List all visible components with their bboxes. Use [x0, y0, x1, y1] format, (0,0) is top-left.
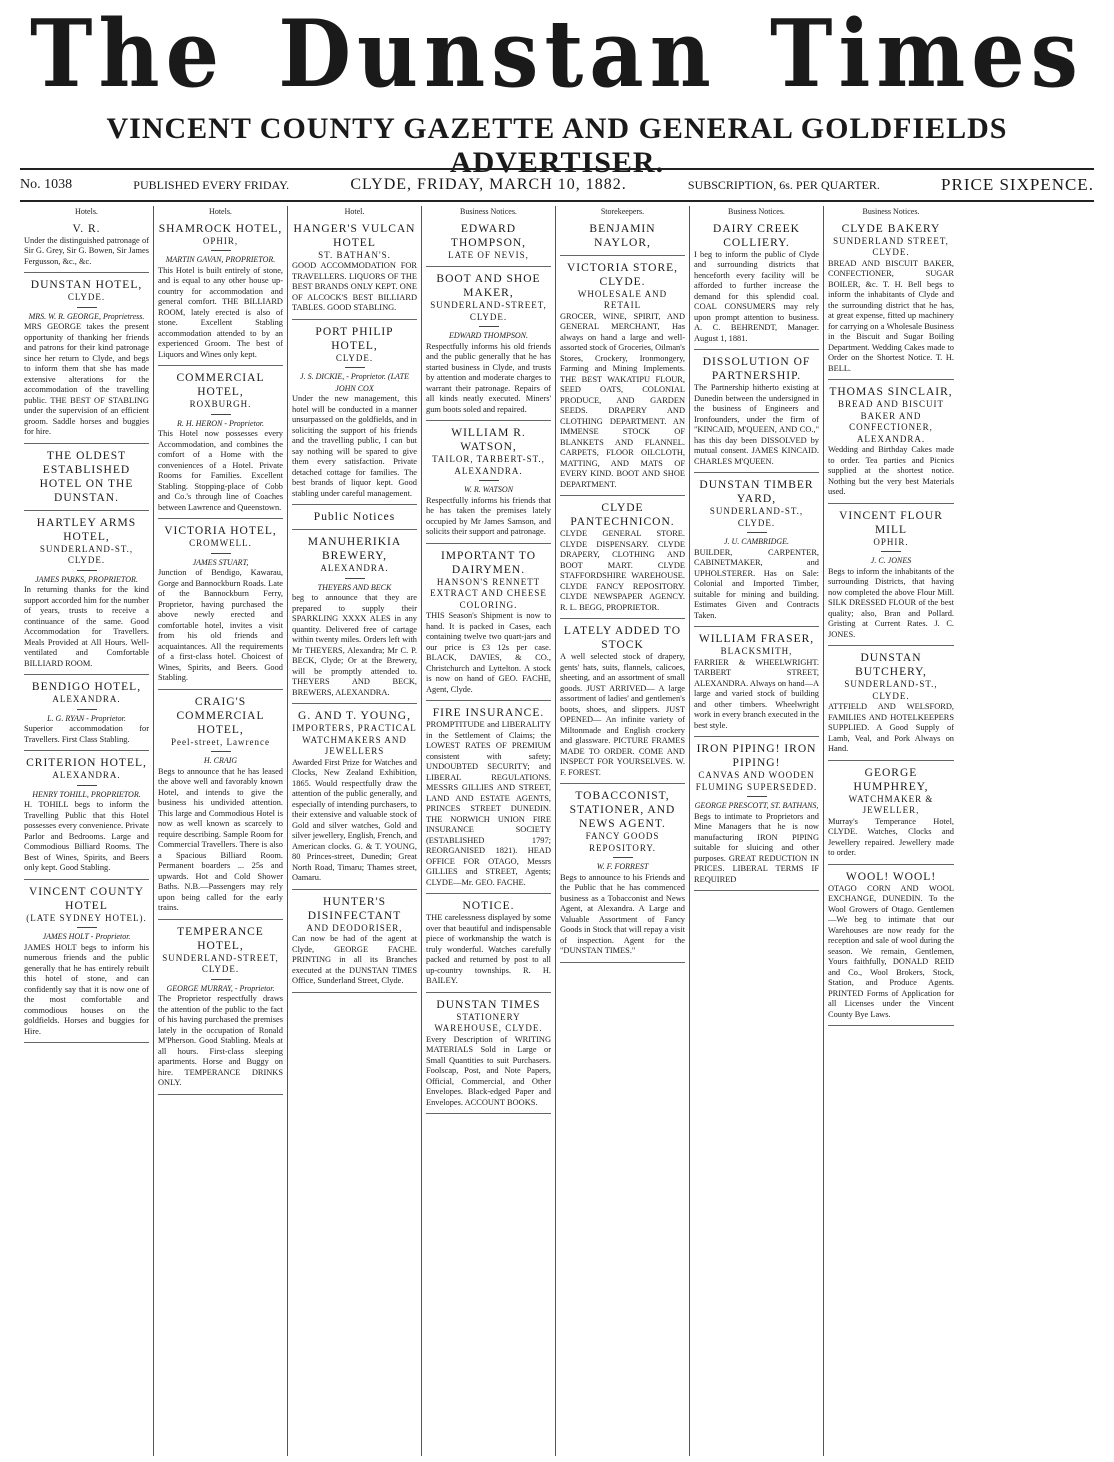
advertisement-body: Wedding and Birthday Cakes made to order. Tea parties and Picnics supplied at the shortest notice. Nothing but the very best Materials used. — [828, 445, 954, 496]
advertisement-title: Public Notices — [313, 511, 396, 523]
advertisement — [158, 222, 283, 361]
advertisement-columns — [20, 206, 1100, 1456]
divider — [77, 570, 97, 571]
divider — [77, 307, 97, 308]
advertisement-subtitle: Peel-street, Lawrence — [171, 736, 270, 747]
advertisement-separator — [24, 272, 149, 273]
advertisement-subtitle: SUNDERLAND-ST., CLYDE. — [844, 679, 938, 701]
advertisement-separator — [426, 1113, 551, 1114]
advertisement-subtitle: ALEXANDRA. — [52, 694, 121, 704]
advertisement-subtitle: SUNDERLAND STREET, CLYDE. — [833, 235, 949, 257]
advertisement-separator — [560, 495, 685, 496]
advertisement — [158, 925, 283, 1089]
advertisement-separator — [158, 689, 283, 690]
advertisement-body: JAMES HOLT begs to inform his numerous friends and the public generally that he has entirely rebuilt this hotel of stone, and can confidently say that it is now one of the most comfortable and commodious houses on the goldfields. Horses and buggies for Hire. — [24, 942, 149, 1036]
advertisement-proprietor: MRS. W. R. GEORGE, Proprietress. — [28, 311, 145, 321]
advertisement — [828, 766, 954, 859]
advertisement-body: Superior accommodation for Travellers. First Class Stabling. — [24, 724, 149, 744]
divider — [211, 250, 231, 251]
advertisement-body: OTAGO CORN AND WOOL EXCHANGE, DUNEDIN. To the Wool Growers of Otago. Gentlemen—We beg to intimate that our Warehouses are now ready for the reception and sale of wool during the season. We remain, Gentlemen, Yours faithfully, DONALD REID and Co., Wool Brokers, Stock, Station, and Produce Agents. PRINTED Forms of Application for all Licenses under the Vincent County Bye Laws. — [828, 883, 954, 1019]
divider — [613, 857, 633, 858]
advertisement-body: Under the distinguished patronage of Sir G. Grey, Sir G. Bowen, Sir James Fergusson, &c., &c. — [24, 235, 149, 266]
advertisement — [24, 222, 149, 268]
divider — [345, 367, 365, 368]
advertisement-separator — [24, 510, 149, 511]
advertisement-separator — [426, 893, 551, 894]
advertisement-subtitle: HANSON'S RENNETT EXTRACT AND CHEESE COLORING. — [430, 576, 547, 610]
column-heading: Business Notices. — [728, 207, 785, 216]
issue-number: No. 1038 — [20, 177, 73, 192]
advertisement-separator — [24, 443, 149, 444]
column-heading: Storekeepers. — [600, 207, 645, 216]
advertisement — [426, 706, 551, 888]
divider — [747, 796, 767, 797]
advertisement-separator — [24, 750, 149, 751]
advertisement-proprietor: H. CRAIG — [203, 756, 238, 765]
advertisement-body: The Partnership hitherto existing at Dunedin between the undersigned in the business of Engineers and Ironfounders, under the firm of "KINCAID, M'QUEEN, AND CO.," has this day been DISSOLVED by mutual consent. JAMES KINCAID. CHARLES M'QUEEN. — [694, 383, 819, 466]
advertisement — [292, 895, 417, 987]
advertisement — [292, 325, 417, 500]
advertisement-separator — [292, 992, 417, 993]
newspaper-title — [20, 0, 1094, 108]
column-7 — [824, 206, 958, 1456]
advertisement-body: FARRIER & WHEELWRIGHT. TARBERT STREET, ALEXANDRA. Always on hand—A large and varied stock of building and other timbers. Wheelwright work in every branch executed in the best style. — [694, 657, 819, 730]
advertisement-subtitle: SUNDERLAND-ST., CLYDE. — [39, 543, 134, 565]
advertisement-separator — [426, 700, 551, 701]
advertisement-proprietor: EDWARD THOMPSON. — [449, 331, 528, 340]
advertisement-title: FIRE INSURANCE. — [432, 707, 545, 719]
advertisement-title: SHAMROCK HOTEL, — [158, 222, 283, 235]
advertisement-title: BENJAMIN NAYLOR, — [589, 222, 656, 249]
bottom-rule — [20, 200, 1094, 202]
advertisement-body: beg to announce that they are prepared to supply their SPARKLING XXXX ALES in any quantity. Delivered free of cartage within twenty miles. Orders left with Mr THEYERS, Alexandra; Mr C. P. BECK, Clyde; Or at the Brewery, will be promptly attended to. THEYERS AND BECK, BREWERS, ALEXANDRA. — [292, 593, 417, 697]
divider — [77, 709, 97, 710]
advertisement-subtitle: CANVAS AND WOODEN FLUMING SUPERSEDED. — [695, 770, 818, 792]
advertisement-separator — [426, 420, 551, 421]
advertisement-title: V. R. — [72, 222, 101, 235]
advertisement-title: DUNSTAN BUTCHERY, — [855, 652, 927, 678]
advertisement-separator — [24, 674, 149, 675]
advertisement — [560, 222, 685, 250]
advertisement — [158, 524, 283, 684]
advertisement-body: Can now be had of the agent at Clyde, GEORGE FACHE. PRINTING in all its Branches executed at the DUNSTAN TIMES Office, Sunderland Street, Clyde. — [292, 934, 417, 985]
advertisement-title: TOBACCONIST, STATIONER, AND NEWS AGENT. — [569, 790, 676, 830]
divider — [211, 979, 231, 980]
advertisement — [24, 680, 149, 745]
advertisement — [158, 695, 283, 914]
advertisement-separator — [158, 365, 283, 366]
advertisement-title: CLYDE BAKERY — [841, 222, 941, 235]
advertisement-proprietor: GEORGE MURRAY, - Proprietor. — [166, 983, 275, 993]
advertisement-title: PORT PHILIP HOTEL, — [315, 325, 394, 352]
advertisement-separator — [694, 472, 819, 473]
advertisement — [426, 899, 551, 987]
column-heading: Hotels. — [75, 207, 98, 216]
advertisement-title: THE OLDEST ESTABLISHED HOTEL ON THE DUNSTAN. — [39, 449, 134, 504]
advertisement — [426, 272, 551, 415]
advertisement-subtitle: IMPORTERS, PRACTICAL WATCHMAKERS AND JEWELLERS — [292, 723, 417, 756]
subscription-rate: SUBSCRIPTION, 6s. PER QUARTER. — [687, 177, 880, 192]
advertisement-body: This Hotel is built entirely of stone, and is equal to any other house up-country for accommodation and general comfort. THE BILLIARD ROOM, lately erected is also of stone. Excellent Stabling accommodation attended to by an experienced Groom. The best of Liquors and Wines only kept. — [158, 265, 283, 359]
advertisement-title: LATELY ADDED TO STOCK — [563, 625, 682, 651]
advertisement — [694, 478, 819, 621]
advertisement-proprietor: J. C. JONES — [870, 556, 912, 565]
advertisement-title: CLYDE PANTECHNICON. — [570, 502, 675, 528]
column-heading: Business Notices. — [460, 207, 517, 216]
advertisement — [828, 651, 954, 755]
advertisement-body: MRS GEORGE takes the present opportunity of thanking her friends and patrons for their kind patronage since her return to Clyde, and begs to inform them that she has made extensive alterations for the accommodation of the travelling public. THE BEST OF STABLING under the supervision of an efficient groom. Saddle horses and buggies for hire. — [24, 322, 149, 436]
advertisement-subtitle: OPHIR, — [202, 235, 239, 246]
advertisement-separator — [560, 618, 685, 619]
advertisement-separator — [828, 760, 954, 761]
advertisement — [292, 535, 417, 698]
advertisement-subtitle: SUNDERLAND-STREET, CLYDE. — [162, 952, 279, 974]
advertisement-body: Respectfully informs his friends that he has taken the premises lately occupied by Mr James Samson, and solicits their support and patronage. — [426, 495, 551, 536]
advertisement-title: MANUHERIKIA BREWERY, — [307, 536, 402, 562]
advertisement-title: CRAIG'S COMMERCIAL HOTEL, — [176, 695, 265, 736]
title-word: Dunstan — [278, 0, 717, 108]
advertisement-separator — [158, 919, 283, 920]
advertisement-separator — [292, 319, 417, 320]
advertisement-title: DUNSTAN TIMBER YARD, — [699, 479, 814, 505]
advertisement-body: CLYDE GENERAL STORE. CLYDE DISPENSARY. CLYDE DRAPERY, CLOTHING AND BOOT MART. CLYDE STAFFORDSHIRE WAREHOUSE. CLYDE FANCY REPOSITORY. CLYDE NEWSPAPER AGENCY. R. L. BEGG, PROPRIETOR. — [560, 529, 685, 612]
advertisement-separator — [560, 255, 685, 256]
advertisement-body: A well selected stock of drapery, gents' hats, suits, flannels, calicoes, sheeting, and an assortment of small goods. JUST ARRIVED— A large assortment of ladies' and gentlemen's boots, shoes, and slippers. JUST OPENED— An infinite variety of Miltonmade and English crockery and glassware. PICTURE FRAMES MADE TO ORDER. COME AND INSPECT FOR YOURSELVES. W. F. FOREST. — [560, 652, 685, 777]
advertisement-title: VINCENT FLOUR MILL — [839, 509, 943, 536]
divider — [211, 751, 231, 752]
advertisement-proprietor: JAMES STUART, — [192, 557, 249, 567]
advertisement-proprietor: R. H. HERON - Proprietor. — [176, 418, 265, 428]
advertisement-separator — [158, 1094, 283, 1095]
advertisement-title: IRON PIPING! IRON PIPING! — [696, 743, 817, 769]
advertisement-title: DUNSTAN TIMES — [436, 998, 541, 1011]
column-1 — [20, 206, 154, 1456]
advertisement-title: HARTLEY ARMS HOTEL, — [36, 516, 137, 543]
divider — [747, 532, 767, 533]
divider — [479, 480, 499, 481]
column-heading: Hotel. — [344, 207, 365, 216]
advertisement-proprietor: L. G. RYAN - Proprietor. — [47, 713, 126, 723]
advertisement-separator — [426, 992, 551, 993]
advertisement-separator — [24, 879, 149, 880]
advertisement-proprietor: JAMES PARKS, PROPRIETOR. — [35, 574, 138, 584]
advertisement-title: GEORGE HUMPHREY, — [853, 766, 929, 793]
advertisement — [24, 516, 149, 670]
advertisement-separator — [828, 645, 954, 646]
advertisement-separator — [292, 529, 417, 530]
advertisement-subtitle: CLYDE. — [335, 352, 374, 363]
advertisement-body: Begs to announce to his Friends and the Public that he has commenced business as a Tobacconist and News Agent, at Alexandra. A Large and Valuable Assortment of Fancy Goods in Stock that will repay a visit of inspection. Agent for the "DUNSTAN TIMES." — [560, 872, 685, 955]
advertisement-proprietor: GEORGE PRESCOTT, ST. BATHANS, — [694, 801, 819, 810]
advertisement-body: The Proprietor respectfully draws the attention of the public to the fact of his having purchased the premises lately in the occupation of Ronald M'Pherson. Good Stabling. Meals at all hours. First-class sleeping apartments. Horse and Buggy on hire. TEMPERANCE DRINKS ONLY. — [158, 994, 283, 1087]
advertisement-body: THE carelessness displayed by some over that beautiful and indispensable piece of workmanship the watch is truly wonderful. Watches carefully packed and returned by post to all up-country townships. R. H. BAILEY. — [426, 913, 551, 985]
advertisement-separator — [828, 379, 954, 380]
advertisement — [426, 426, 551, 538]
advertisement-body: In returning thanks for the kind support accorded him for the number of years, trusts to receive a continuance of the same. Good Accommodation for Travellers. Meals Provided at All Hours. Well-ventilated and Comfortable BILLIARD ROOM. — [24, 585, 149, 668]
column-5 — [556, 206, 690, 1456]
advertisement-title: IMPORTANT TO DAIRYMEN. — [440, 549, 537, 576]
advertisement-separator — [158, 518, 283, 519]
advertisement-proprietor: THEYERS AND BECK — [317, 582, 392, 592]
advertisement-body: Begs to intimate to Proprietors and Mine Managers that he is now manufacturing IRON PIPING suitable for sluicing and other purposes. GREAT REDUCTION IN PRICES. LIBERAL TERMS IF REQUIRED — [694, 811, 819, 884]
advertisement-separator — [694, 626, 819, 627]
advertisement-title: BOOT AND SHOE MAKER, — [436, 273, 541, 299]
advertisement-separator — [828, 864, 954, 865]
advertisement-title: HANGER'S VULCAN HOTEL — [293, 222, 416, 249]
advertisement-subtitle: ST. BATHAN'S. — [318, 249, 391, 260]
column-6 — [690, 206, 824, 1456]
divider — [479, 326, 499, 327]
advertisement — [24, 885, 149, 1038]
advertisement — [426, 998, 551, 1109]
advertisement-body: PROMPTITUDE and LIBERALITY in the Settlement of Claims; the LOWEST RATES OF PREMIUM consistent with safety; UNDOUBTED SECURITY; and LIBERAL REGULATIONS. MESSRS GILLIES AND STREET, LAND AND ESTATE AGENTS, PRINCES STREET DUNEDIN. THE NORWICH UNION FIRE INSURANCE SOCIETY (ESTABLISHED 1797; REORGANISED 1821). HEAD OFFICE FOR OTAGO, Messrs GILLIES and STREET, Agents; CLYDE—Mr. GEO. FACHE. — [426, 720, 551, 887]
advertisement-subtitle: FANCY GOODS REPOSITORY. — [585, 831, 660, 853]
advertisement-subtitle: (LATE SYDNEY HOTEL). — [26, 912, 147, 923]
advertisement-body: ATTFIELD AND WELSFORD, FAMILIES AND HOTELKEEPERS SUPPLIED. A Good Supply of Lamb, Veal, and Pork Always on Hand. — [828, 702, 954, 753]
advertisement-subtitle: ALEXANDRA. — [320, 563, 389, 573]
advertisement — [694, 742, 819, 885]
advertisement — [426, 549, 551, 696]
divider — [211, 553, 231, 554]
advertisement-title: DUNSTAN HOTEL, — [30, 279, 143, 291]
advertisement-title: WOOL! WOOL! — [845, 870, 937, 883]
advertisement-proprietor: J. U. CAMBRIDGE. — [723, 537, 790, 546]
advertisement-body: Under the new management, this hotel will be conducted in a manner unsurpassed on the goldfields, and in soliciting the support of his friends and the travelling public, I can but say nothing will be spared to give them every satisfaction. Private detached cottage for families. The best brands of liquor kept. Good stabling under careful management. — [292, 394, 417, 498]
advertisement-title: BENDIGO HOTEL, — [31, 681, 142, 693]
advertisement-title: CRITERION HOTEL, — [26, 757, 147, 769]
advertisement-proprietor: W. F. FORREST — [596, 862, 649, 871]
advertisement — [694, 222, 819, 345]
advertisement-title: COMMERCIAL HOTEL, — [176, 372, 265, 398]
advertisement-separator — [560, 962, 685, 963]
advertisement-body: Every Description of WRITING MATERIALS Sold in Large or Small Quantities to suit Purchasers. Foolscap, Post, and Note Papers, Official, Commercial, and Other Envelopes. Black-edged Paper and Envelopes. ACCOUNT BOOKS. — [426, 1034, 551, 1107]
advertisement — [158, 371, 283, 513]
advertisement-title: HUNTER'S DISINFECTANT — [307, 895, 402, 922]
advertisement-separator — [694, 890, 819, 891]
advertisement-proprietor: MARTIN GAVAN, PROPRIETOR. — [165, 255, 276, 264]
advertisement-title: EDWARD THOMPSON, — [450, 222, 527, 249]
advertisement-body: Begs to inform the inhabitants of the surrounding Districts, that having now completed the above Flour Mill. SILK DRESSED FLOUR of the best quality; also, Bran and Pollard. Gristing at Current Rates. J. C. JONES. — [828, 566, 954, 639]
top-rule — [20, 168, 1094, 170]
advertisement-subtitle: WHOLESALE AND RETAIL — [577, 288, 668, 310]
advertisement-proprietor: HENRY TOHILL, PROPRIETOR. — [32, 789, 141, 799]
advertisement-proprietor: J. S. DICKIE, - Proprietor. (LATE JOHN COX — [300, 372, 409, 393]
advertisement-title: G. AND T. YOUNG, — [298, 710, 411, 722]
advertisement-subtitle: SUNDERLAND-ST., CLYDE. — [709, 506, 804, 528]
advertisement-subtitle: SUNDERLAND-STREET, CLYDE. — [430, 300, 547, 322]
advertisement — [426, 222, 551, 262]
advertisement-subtitle: AND DEODORISER, — [306, 922, 403, 933]
advertisement-proprietor: W. R. WATSON — [463, 485, 514, 494]
advertisement-separator — [694, 349, 819, 350]
advertisement-subtitle: BREAD AND BISCUIT BAKER AND CONFECTIONER, ALEXANDRA. — [837, 399, 944, 444]
advertisement — [828, 385, 954, 498]
advertisement-separator — [694, 736, 819, 737]
divider — [211, 414, 231, 415]
advertisement — [560, 789, 685, 957]
divider — [77, 785, 97, 786]
advertisement-body: Junction of Bendigo, Kawarau, Gorge and Bannockburn Roads. Late of the Bannockburn Ferry, Proprietor, having purchased the above newly erected and comfortable hotel, invites a visit from his old friends and acquaintances. All the requirements of a first-class hotel. Choicest of Wines, Spirits, and Beers. Good Stabling. — [158, 568, 283, 682]
advertisement — [24, 449, 149, 505]
advertisement-body: GROCER, WINE, SPIRIT, AND GENERAL MERCHANT, Has always on hand a large and well-assorted stock of Groceries, Oilman's Stores, Crockery, Ironmongery, Farming and Mining Implements. THE BEST WAKATIPU FLOUR, SEED OATS, COLONIAL PRODUCE, AND GARDEN SEEDS. DRAPERY AND CLOTHING DEPARTMENT. AN IMMENSE STOCK OF BLANKETS AND FLANNEL. CARPETS, FLOOR OILCLOTH, MATTING, AND MATS OF EVERY KIND. BOOT AND SHOE DEPARTMENT. — [560, 311, 686, 489]
advertisement-title: THOMAS SINCLAIR, — [829, 386, 953, 398]
advertisement — [694, 632, 819, 731]
advertisement — [292, 510, 417, 524]
issue-date: CLYDE, FRIDAY, MARCH 10, 1882. — [350, 176, 627, 193]
advertisement-body: Murray's Temperance Hotel, CLYDE. Watches, Clocks and Jewellery repaired. Jewellery made to order. — [828, 816, 954, 857]
advertisement-separator — [292, 504, 417, 505]
issue-price: PRICE SIXPENCE. — [941, 175, 1094, 194]
advertisement-body: Respectfully informs his old friends and the public generally that he has started business in Clyde, and trusts by attention and moderate charges to warrant their patronage. Repairs of all kinds neatly executed. Miners' gum boots soled and repaired. — [426, 341, 551, 414]
advertisement-separator — [24, 1042, 149, 1043]
advertisement-separator — [426, 543, 551, 544]
advertisement-body: BUILDER, CARPENTER, CABINETMAKER, and UPHOLSTERER. Has on Sale: Colonial and Imported Timber, suitable for mining and building. Estimates Given and Contracts Taken. — [694, 547, 819, 620]
advertisement — [828, 870, 954, 1021]
advertisement — [292, 709, 417, 884]
advertisement-body: BREAD AND BISCUIT BAKER, CONFECTIONER, SUGAR BOILER, &c. T. H. Bell begs to inform the inhabitants of Clyde and the surrounding district that he has, at great expense, fitted up machinery for carrying on a Wholesale Business in the Biscuit and Sugar Boiling Department. Wedding Cakes made to Order on the Shortest Notice. T. H. BELL. — [828, 258, 954, 373]
title-word: The — [30, 0, 226, 108]
issue-info-bar — [20, 172, 1094, 198]
advertisement-subtitle: CLYDE. — [67, 292, 106, 302]
advertisement — [24, 756, 149, 874]
column-3 — [288, 206, 422, 1456]
advertisement-body: This Hotel now possesses every Accommodation, and combines the comfort of a Home with the conveniences of a Hotel. Private Rooms for Families. Excellent Stabling. Stopping-place of Cobb and Co.'s through line of Coaches between Lawrence and Queenstown. — [158, 429, 283, 512]
column-2 — [154, 206, 288, 1456]
advertisement-subtitle: CROMWELL. — [189, 538, 252, 548]
divider — [77, 927, 97, 928]
divider — [345, 578, 365, 579]
advertisement-separator — [426, 266, 551, 267]
column-4 — [422, 206, 556, 1456]
newspaper-subtitle: VINCENT COUNTY GAZETTE AND GENERAL GOLDFIELDS ADVERTISER. — [106, 112, 1008, 179]
advertisement-body: Awarded First Prize for Watches and Clocks, New Zealand Exhibition, 1865. Would respectfully draw the attention of the public generally, and especially of intending purchasers, to their extensive and valuable stock of Gold and silver watches, Gold and silver jewellery, English, French, and American clocks. G. & T. YOUNG, 80 Princes-street, Dunedin; Great North Road, Timaru; Thames street, Oamaru. — [292, 757, 417, 882]
advertisement — [560, 261, 685, 491]
advertisement-title: WILLIAM R. WATSON, — [451, 427, 526, 453]
advertisement-body: H. TOHILL begs to inform the Travelling Public that this Hotel possesses every convenience. Private Parlor and Bedrooms. Large and Commodious Billiard Rooms. The Best of Wines, Spirits, and Beers only kept. Good Stabling. — [24, 800, 149, 872]
advertisement-subtitle: TAILOR, TARBERT-ST., ALEXANDRA. — [432, 454, 545, 476]
masthead — [0, 0, 1114, 179]
advertisement-title: VINCENT COUNTY HOTEL — [28, 885, 145, 912]
title-word: Times — [769, 0, 1084, 108]
advertisement — [292, 222, 417, 314]
advertisement-subtitle: OPHIR. — [873, 536, 909, 547]
advertisement-subtitle: WATCHMAKER & JEWELLER, — [848, 793, 934, 815]
advertisement-separator — [292, 703, 417, 704]
advertisement — [560, 501, 685, 613]
advertisement-subtitle: ROXBURGH. — [189, 399, 252, 409]
advertisement-body: Begs to announce that he has leased the above well and favorably known Hotel, and intends to give the business his undivided attention. This large and Commodious Hotel is now as well known as scarcely to require describing. Sample Room for Commercial Travellers. There is also a Spacious Billiard Room. Permanent boarders ... 25s and upwards. Hot and Cold Shower Baths. N.B.—Passengers may rely upon being called for the early trains. — [158, 766, 283, 912]
advertisement — [24, 278, 149, 438]
publication-frequency: PUBLISHED EVERY FRIDAY. — [133, 177, 290, 192]
advertisement-title: VICTORIA HOTEL, — [164, 525, 277, 537]
advertisement-title: TEMPERANCE HOTEL, — [177, 925, 264, 952]
advertisement-title: VICTORIA STORE, CLYDE. — [566, 261, 679, 288]
advertisement-body: THIS Season's Shipment is now to hand. It is packed in Cases, each containing twelve two quart-jars and our price is £3 12s per case. BLACK, DAVIES, & CO., Christchurch and Lyttelton. A stock is now on hand of GEO. FACHE, Agent, Clyde. — [426, 611, 551, 694]
advertisement-body: I beg to inform the public of Clyde and surrounding districts that henceforth every facility will be afforded to further increase the demand for this splendid coal. COAL CONSUMERS may rely upon prompt attention to business. A. C. BEHRENDT, Manager. August 1, 1881. — [694, 249, 819, 343]
advertisement-subtitle: ALEXANDRA. — [52, 770, 121, 780]
column-heading: Business Notices. — [862, 207, 920, 216]
advertisement-separator — [828, 503, 954, 504]
column-heading: Hotels. — [209, 207, 232, 216]
advertisement-subtitle: LATE OF NEVIS, — [448, 249, 529, 260]
advertisement-separator — [292, 889, 417, 890]
advertisement — [560, 624, 685, 778]
advertisement — [828, 222, 954, 375]
advertisement — [694, 355, 819, 467]
advertisement-body: GOOD ACCOMMODATION FOR TRAVELLERS. LIQUORS OF THE BEST BRANDS ONLY KEPT. ONE OF ALCOCK'S BEST BILLIARD TABLES. GOOD STABLING. — [292, 261, 417, 312]
advertisement-title: NOTICE. — [462, 900, 515, 912]
advertisement-subtitle: BLACKSMITH, — [720, 646, 793, 656]
advertisement-subtitle: STATIONERY WAREHOUSE, CLYDE. — [434, 1011, 543, 1033]
advertisement-title: WILLIAM FRASER, — [698, 633, 815, 645]
advertisement-separator — [828, 1025, 954, 1026]
advertisement-proprietor: JAMES HOLT - Proprietor. — [42, 932, 131, 941]
advertisement — [828, 509, 954, 641]
divider — [881, 551, 901, 552]
advertisement-title: DAIRY CREEK COLLIERY. — [713, 222, 800, 249]
advertisement-separator — [560, 783, 685, 784]
advertisement-title: DISSOLUTION OF PARTNERSHIP. — [702, 356, 811, 382]
